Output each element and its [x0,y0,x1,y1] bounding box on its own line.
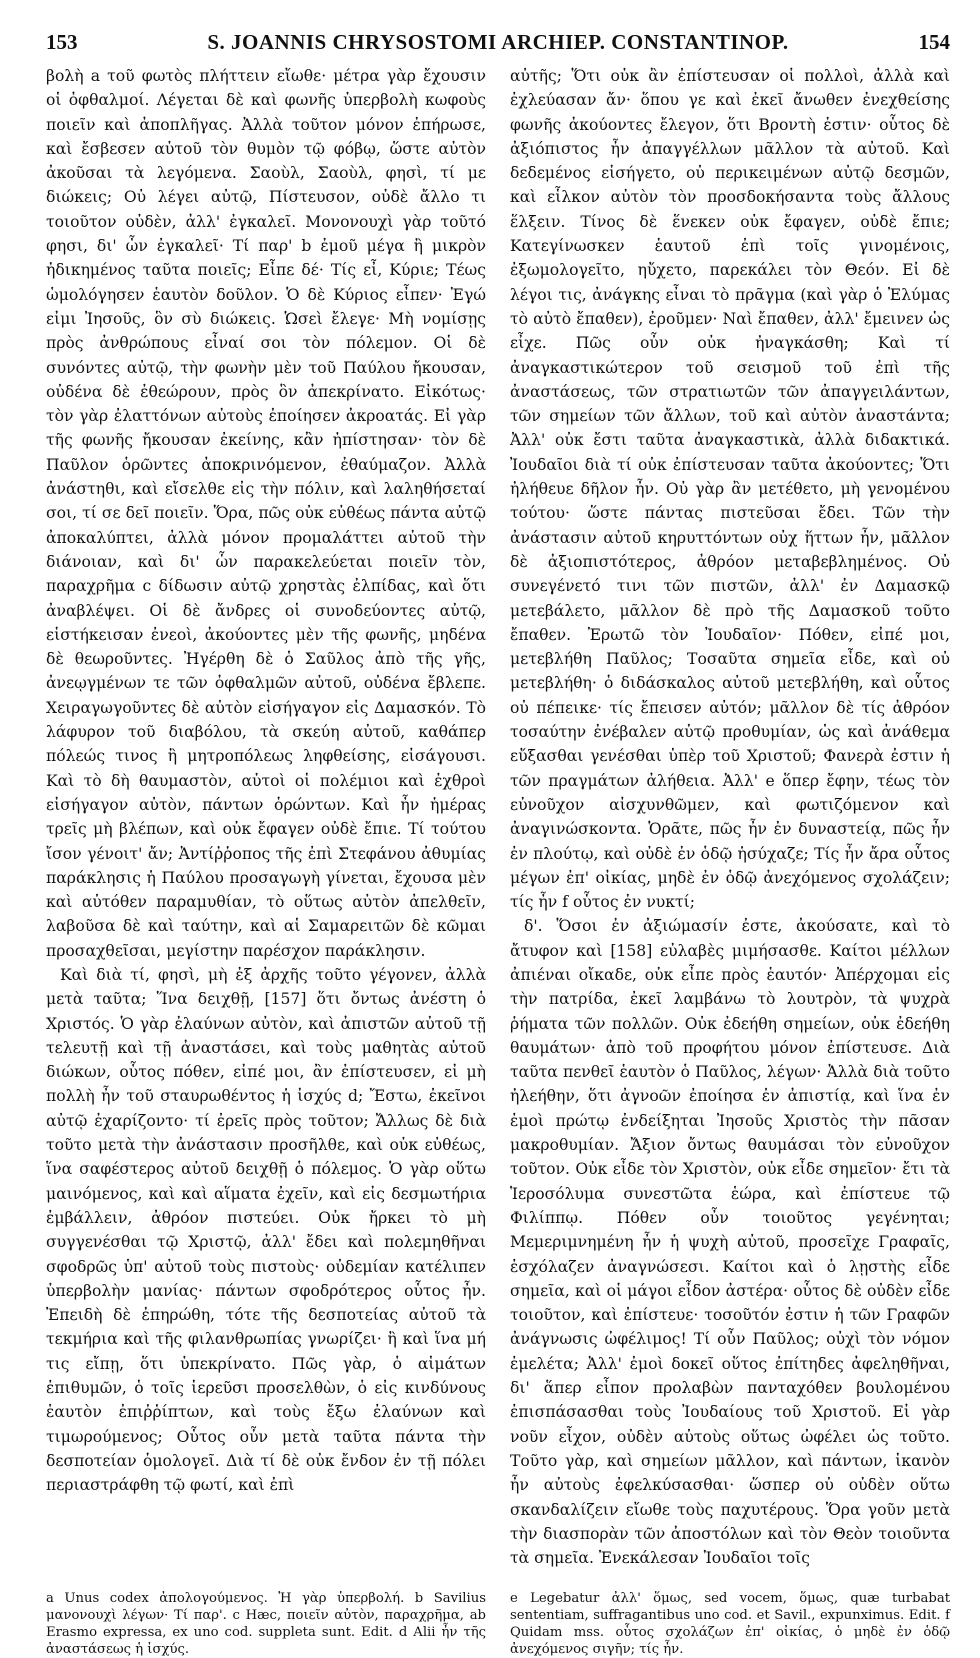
running-header [46,30,950,64]
left-paragraph-2: Καὶ διὰ τί, φησὶ, μὴ ἐξ ἀρχῆς τοῦτο γέγονεν, ἀλλὰ μετὰ ταῦτα; Ἵνα δειχθῇ, [157] ὅτι ὄντως ἀνέστη ὁ Χριστός. Ὁ γὰρ ἐλαύνων αὐτὸν, καὶ ἀπιστῶν αὐτοῦ τῇ τελευτῇ καὶ τῇ ἀναστάσει, καὶ τοὺς μαθητὰς αὐτοῦ διώκων, οὗτος πόθεν, εἰπέ μοι, ἂν ἐπίστευσεν, εἰ μὴ πολλὴ ἦν τοῦ σταυρωθέντος ἡ ἰσχύς d; Ἔστω, ἐκεῖνοι αὐτῷ ἐχαρίζοντο· τί ἐρεῖς πρὸς τοῦτον; Ἄλλως δὲ διὰ τοῦτο μετὰ τὴν ἀνάστασιν προσῆλθε, καὶ οὐκ εὐθέως, ἵνα σαφέστερος αὐτοῦ δειχθῇ ὁ πόλεμος. Ὁ γὰρ οὕτω μαινόμενος, καὶ καὶ αἵματα ἐχεῖν, καὶ εἰς δεσμωτήρια ἐμβάλλειν, ἀθρόον πιστεύει. Οὐκ ἤρκει τὸ μὴ συγγενέσθαι τῷ Χριστῷ, ἀλλ' ἔδει καὶ πολεμηθῆναι σφοδρῶς ὑπ' αὐτοῦ τοὺς πιστοὺς· οὐδεμίαν κατέλιπεν ὑπερβολὴν μανίας· πάντων σφοδρότερος οὗτος ἦν. Ἐπειδὴ δὲ ἐπηρώθη, τότε τῆς δεσποτείας αὐτοῦ τὰ τεκμήρια καὶ τῆς φιλανθρωπίας γνωρίζει· ἢ καὶ ἵνα μή τις εἴπῃ, ὅτι ὑπεκρίνατο. Πῶς γὰρ, ὁ αἱμάτων ἐπιθυμῶν, ὁ τοῖς ἱερεῦσι προσελθὼν, ὁ εἰς κινδύνους ἑαυτὸν ἐπιῤῥίπτων, καὶ τοὺς ἔξω ἐλαύνων καὶ τιμωρούμενος; Οὗτος οὖν μετὰ ταῦτα πάντα τὴν δεσποτείαν ὁμολογεῖ. Διὰ τί δὲ οὐκ ἔνδον ἐν τῇ πόλει περιαστράφθη τῷ φωτί, καὶ ἐπὶ [46,965,486,1495]
left-footnotes [46,1590,486,1658]
left-footnote-text: a Unus codex ἀπολογούμενος. Ἡ γὰρ ὑπερβολή. b Savilius μανονουχὶ λέγων· Τί παρ'. c Hæc, ποιεῖν αὐτὸν, παραχρῆμα, ab Erasmo expressa, ex uno cod. suppleta sunt. Edit. d Alii ἦν τῆς ἀναστάσεως ἡ ἰσχύς. [46,1591,486,1658]
right-paragraph-2: δ'. Ὅσοι ἐν ἀξιώμασίν ἐστε, ἀκούσατε, καὶ τὸ ἄτυφον καὶ [158] εὐλαβὲς μιμήσασθε. Καίτοι μέλλων ἀπιέναι οἴκαδε, οὐκ εἶπε πρὸς ἑαυτόν· Ἀπέρχομαι εἰς τὴν πατρίδα, ἐκεῖ λαμβάνω τὸ λουτρὸν, τὰ ψυχρὰ ῥήματα τῶν πολλῶν. Οὐκ ἐδεήθη σημείων, οὐκ ἐδεήθη θαυμάτων· ἀπὸ τοῦ προφήτου μόνον ἐπίστευσε. Διὰ ταῦτα πενθεῖ ἑαυτὸν ὁ Παῦλος, λέγων· Ἀλλὰ διὰ τοῦτο ἠλεήθην, ὅτι ἀγνοῶν ἐποίησα ἐν ἀπιστίᾳ, καὶ ἵνα ἐν ἐμοὶ πρώτῳ ἐνδείξηται Ἰησοῦς Χριστὸς τὴν πᾶσαν μακροθυμίαν. Ἄξιον ὄντως θαυμάσαι τὸν εὐνοῦχον τοῦτον. Οὐκ εἶδε τὸν Χριστὸν, οὐκ εἶδε σημεῖον· ἔτι τὰ Ἱεροσόλυμα συνεστῶτα ἑώρα, καὶ ἐπίστευε τῷ Φιλίππῳ. Πόθεν οὖν τοιοῦτος γεγένηται; Μεμεριμνημένη ἦν ἡ ψυχὴ αὐτοῦ, προσεῖχε Γραφαῖς, ἐσχόλαζεν ἀναγνώσεσι. Καίτοι καὶ ὁ λῃστὴς εἶδε σημεῖα, καὶ οἱ μάγοι εἶδον ἀστέρα· οὗτος δὲ οὐδὲν εἶδε τοιοῦτον, καὶ ἐπίστευε· τοσοῦτόν ἐστιν ἡ τῶν Γραφῶν ἀνάγνωσις ὠφέλιμος! Τί οὖν Παῦλος; οὐχὶ τὸν νόμον ἐμελέτα; Ἀλλ' ἐμοὶ δοκεῖ οὕτος ἐπίτηδες ἀφεληθῆναι, δι' ἅπερ εἶπον προλαβὼν πανταχόθεν βουλομένου ἐπισπάσασθαι τοὺς Ἰουδαίους τοῦ Χριστοῦ. Εἰ γὰρ νοῦν εἶχον, οὐδὲν αὐτοὺς οὕτως ὠφέλει ὡς τοῦτο. Τοῦτο γὰρ, καὶ σημείων μᾶλλον, καὶ πάντων, ἱκανὸν ἦν αὐτοὺς ἐφελκύσασθαι· ὥσπερ οὐ οὐδὲν οὕτω σκανδαλίζειν εἴωθε τοὺς παχυτέρους. Ὅρα γοῦν μετὰ τὴν διασπορὰν τῶν ἀποστόλων καὶ τὸν Θεὸν τοιοῦντα τὰ σημεῖα. Ἐνεκάλεσαν Ἰουδαῖοι τοῖς [510,917,950,1568]
running-title: S. JOANNIS CHRYSOSTOMI ARCHIEP. CONSTANTINOP. [207,30,789,54]
left-paragraph-1: βολὴ a τοῦ φωτὸς πλήττειν εἴωθε· μέτρα γὰρ ἔχουσιν οἱ ὀφθαλμοί. Λέγεται δὲ καὶ φωνῆς ὑπερβολὴ κωφοὺς ποιεῖν καὶ ἀποπλῆγας. Ἀλλὰ τοῦτον μόνον ἐπήρωσε, καὶ ἔσβεσεν αὐτοῦ τὸν θυμὸν τῷ φόβῳ, ὥστε αὐτὸν ἀκοῦσαι τὰ λεγόμενα. Σαοὺλ, Σαοὺλ, φησὶ, τί με διώκεις; Οὐ λέγει αὐτῷ, Πίστευσον, οὐδὲ ἄλλο τι τοιοῦτον οὐδὲν, ἀλλ' ἐγκαλεῖ. Μονονουχὶ γὰρ τοῦτό φησι, δι' ὧν ἐγκαλεῖ· Τί παρ' b ἐμοῦ μέγα ἢ μικρὸν ἠδικημένος ταῦτα ποιεῖς; Εἶπε δέ· Τίς εἶ, Κύριε; Τέως ὡμολόγησεν ἑαυτὸν δοῦλον. Ὁ δὲ Κύριος εἶπεν· Ἐγώ εἰμι Ἰησοῦς, ὃν σὺ διώκεις. Ὡσεὶ ἔλεγε· Μὴ νομίσῃς πρὸς ἀνθρώπους εἶναί σοι τὸν πόλεμον. Οἱ δὲ συνόντες αὐτῷ, τὴν φωνὴν μὲν τοῦ Παύλου ἤκουσαν, οὐδένα δὲ ἐθεώρουν, πρὸς ὃν ἀπεκρίνατο. Εἰκότως· τὸν γὰρ ἐλαττόνων αὐτοὺς ἐποίησεν ἀκροατάς. Εἰ γὰρ τῆς φωνῆς ἤκουσαν ἐκείνης, κἂν ἠπίστησαν· τὸν δὲ Παῦλον ὁρῶντες ἀποκρινόμενον, ἐθαύμαζον. Ἀλλὰ ἀνάστηθι, καὶ εἴσελθε εἰς τὴν πόλιν, καὶ λαληθήσεταί σοι, τί σε δεῖ ποιεῖν. Ὅρα, πῶς οὐκ εὐθέως πάντα αὐτῷ ἀποκαλύπτει, ἀλλὰ μόνον προμαλάττει αὐτοῦ τὴν διάνοιαν, καὶ δι' ὧν παρακελεύεται ποιεῖν τὸν, παραχρῆμα c δίδωσιν αὐτῷ χρηστὰς ἐλπίδας, καὶ ὅτι ἀναβλέψει. Οἱ δὲ ἄνδρες οἱ συνοδεύοντες αὐτῷ, εἱστήκεισαν ἐνεοὶ, ἀκούοντες μὲν τῆς φωνῆς, μηδένα δὲ θεωροῦντες. Ἠγέρθη δὲ ὁ Σαῦλος ἀπὸ τῆς γῆς, ἀνεῳγμένων τε τῶν ὀφθαλμῶν αὐτοῦ, οὐδένα ἔβλεπε. Χειραγωγοῦντες δὲ αὐτὸν εἰσήγαγον εἰς Δαμασκόν. Τὸ λάφυρον τοῦ διαβόλου, τὰ σκεύη αὐτοῦ, καθάπερ πόλεώς τινος ἢ μητροπόλεως ληφθείσης, εἰσάγουσι. Καὶ τὸ δὴ θαυμαστὸν, αὐτοὶ οἱ πολέμιοι καὶ ἐχθροὶ εἰσήγαγον αὐτὸν, πάντων ὁρώντων. Καὶ ἦν ἡμέρας τρεῖς μὴ βλέπων, καὶ οὐκ ἔφαγεν οὐδὲ ἔπιε. Τί τούτου ἴσον γένοιτ' ἄν; Ἀντίῤῥοπος τῆς ἐπὶ Στεφάνου ἀθυμίας παράκλησις ἡ Παύλου προσαγωγὴ γίνεται, ἔχουσα μὲν καὶ αὐτόθεν παραμυθίαν, τὸ οὕτως αὐτὸν ἀπελθεῖν, λαβοῦσα δὲ καὶ ταύτην, καὶ αἱ Σαμαρειτῶν δὲ κῶμαι προσαχθεῖσαι, μεγίστην παρέσχον παράκλησιν. [46,67,486,960]
footnotes [46,1590,950,1658]
right-footnotes [510,1590,950,1658]
right-column [510,64,950,1570]
left-page-number: 153 [46,30,78,54]
right-page-number: 154 [918,30,950,54]
text-columns [46,64,950,1570]
left-column [46,64,486,1570]
right-paragraph-1: αὐτῆς; Ὅτι οὐκ ἂν ἐπίστευσαν οἱ πολλοὶ, ἀλλὰ καὶ ἐχλεύασαν ἄν· ὅπου γε καὶ ἐκεῖ ἄνωθεν ἐνεχθείσης φωνῆς ἀκούοντες ἔλεγον, ὅτι Βροντὴ ἐστιν· οὗτος δὲ ἀξιόπιστος ἦν ἀπαγγέλλων μᾶλλον τὰ αὐτοῦ. Καὶ δεδεμένος εἰσήγετο, οὐ περικειμένων αὐτῷ δεσμῶν, καὶ εἷλκον αὐτὸν τὸν προσδοκήσαντα τοὺς ἄλλους ἕλξειν. Τίνος δὲ ἕνεκεν οὐκ ἔφαγεν, οὐδὲ ἔπιε; Κατεγίνωσκεν ἑαυτοῦ ἐπὶ τοῖς γινομένοις, ἐξωμολογεῖτο, ηὔχετο, παρεκάλει τὸν Θεόν. Εἰ δὲ λέγοι τις, ἀνάγκης εἶναι τὸ πρᾶγμα (καὶ γὰρ ὁ Ἐλύμας τὸ αὐτὸ ἔπαθεν), ἐροῦμεν· Ναὶ ἔπαθεν, ἀλλ' ἔμεινεν ὡς εἶχε. Πῶς οὖν οὐκ ἠναγκάσθη; Καὶ τί ἀναγκαστικώτερον τοῦ σεισμοῦ τοῦ ἐπὶ τῆς ἀναστάσεως, τῶν στρατιωτῶν τῶν ἀπαγγειλάντων, τῶν σημείων τῶν ἄλλων, τοῦ καὶ αὐτὸν ἀναστάντα; Ἀλλ' οὐκ ἔστι ταῦτα ἀναγκαστικὰ, ἀλλὰ διδακτικά. Ἰουδαῖοι διὰ τί οὐκ ἐπίστευσαν ταῦτα ἀκούοντες; Ὅτι ἠλήθευε δῆλον ἦν. Οὐ γὰρ ἂν μετέθετο, μὴ γενομένου τούτου· ὥστε πάντας πιστεῦσαι ἔδει. Τῶν τὴν ἀνάστασιν αὐτοῦ κηρυττόντων οὐχ ἥττων ἦν, μᾶλλον δὲ ἀξιοπιστότερος, ἀθρόον μεταβεβλημένος. Οὐ συνεγένετό τινι τῶν πιστῶν, ἀλλ' ἐν Δαμασκῷ μετεβάλετο, μᾶλλον δὲ πρὸ τῆς Δαμασκοῦ τοῦτο ἔπαθεν. Ἐρωτῶ τὸν Ἰουδαῖον· Πόθεν, εἰπέ μοι, μετεβλήθη Παῦλος; Τοσαῦτα σημεῖα εἶδε, καὶ οὐ μετεβλήθη· ὁ διδάσκαλος αὐτοῦ μετεβλήθη, καὶ οὗτος οὐ πέπεικε· τίς ἔπεισεν αὐτόν; μᾶλλον δὲ τίς ἀθρόον τοσαύτην ἐνέβαλεν αὐτῷ προθυμίαν, ὡς καὶ ἀνάθεμα εὔξασθαι γενέσθαι ὑπὲρ τοῦ Χριστοῦ; Φανερὰ ἐστιν ἡ τῶν πραγμάτων ἀλήθεια. Ἀλλ' e ὅπερ ἔφην, τέως τὸν εὐνοῦχον αἰσχυνθῶμεν, καὶ φωτιζόμενον καὶ ἀναγινώσκοντα. Ὁρᾶτε, πῶς ἦν ἐν δυναστείᾳ, πῶς ἦν ἐν πλούτῳ, καὶ οὐδὲ ἐν ὁδῷ ἡσύχαζε; Τίς ἦν ἄρα οὗτος μέγων ἐπ' οἰκίας, μηδὲ ἐν ὁδῷ ἀνεχόμενος σχολάζειν; τίς ἦν f οὗτος ἐν νυκτί; [510,67,950,912]
right-footnote-text: e Legebatur ἀλλ' ὅμως, sed vocem, ὅμως, quæ turbabat sententiam, suffragantibus uno cod. et Savil., expunximus. Edit. f Quidam mss. οὗτος σχολάζων ἐπ' οἰκίας, ὁ μηδὲ ἐν ὁδῷ ἀνεχόμενος σιγῆν; τίς ἦν. [510,1591,950,1658]
